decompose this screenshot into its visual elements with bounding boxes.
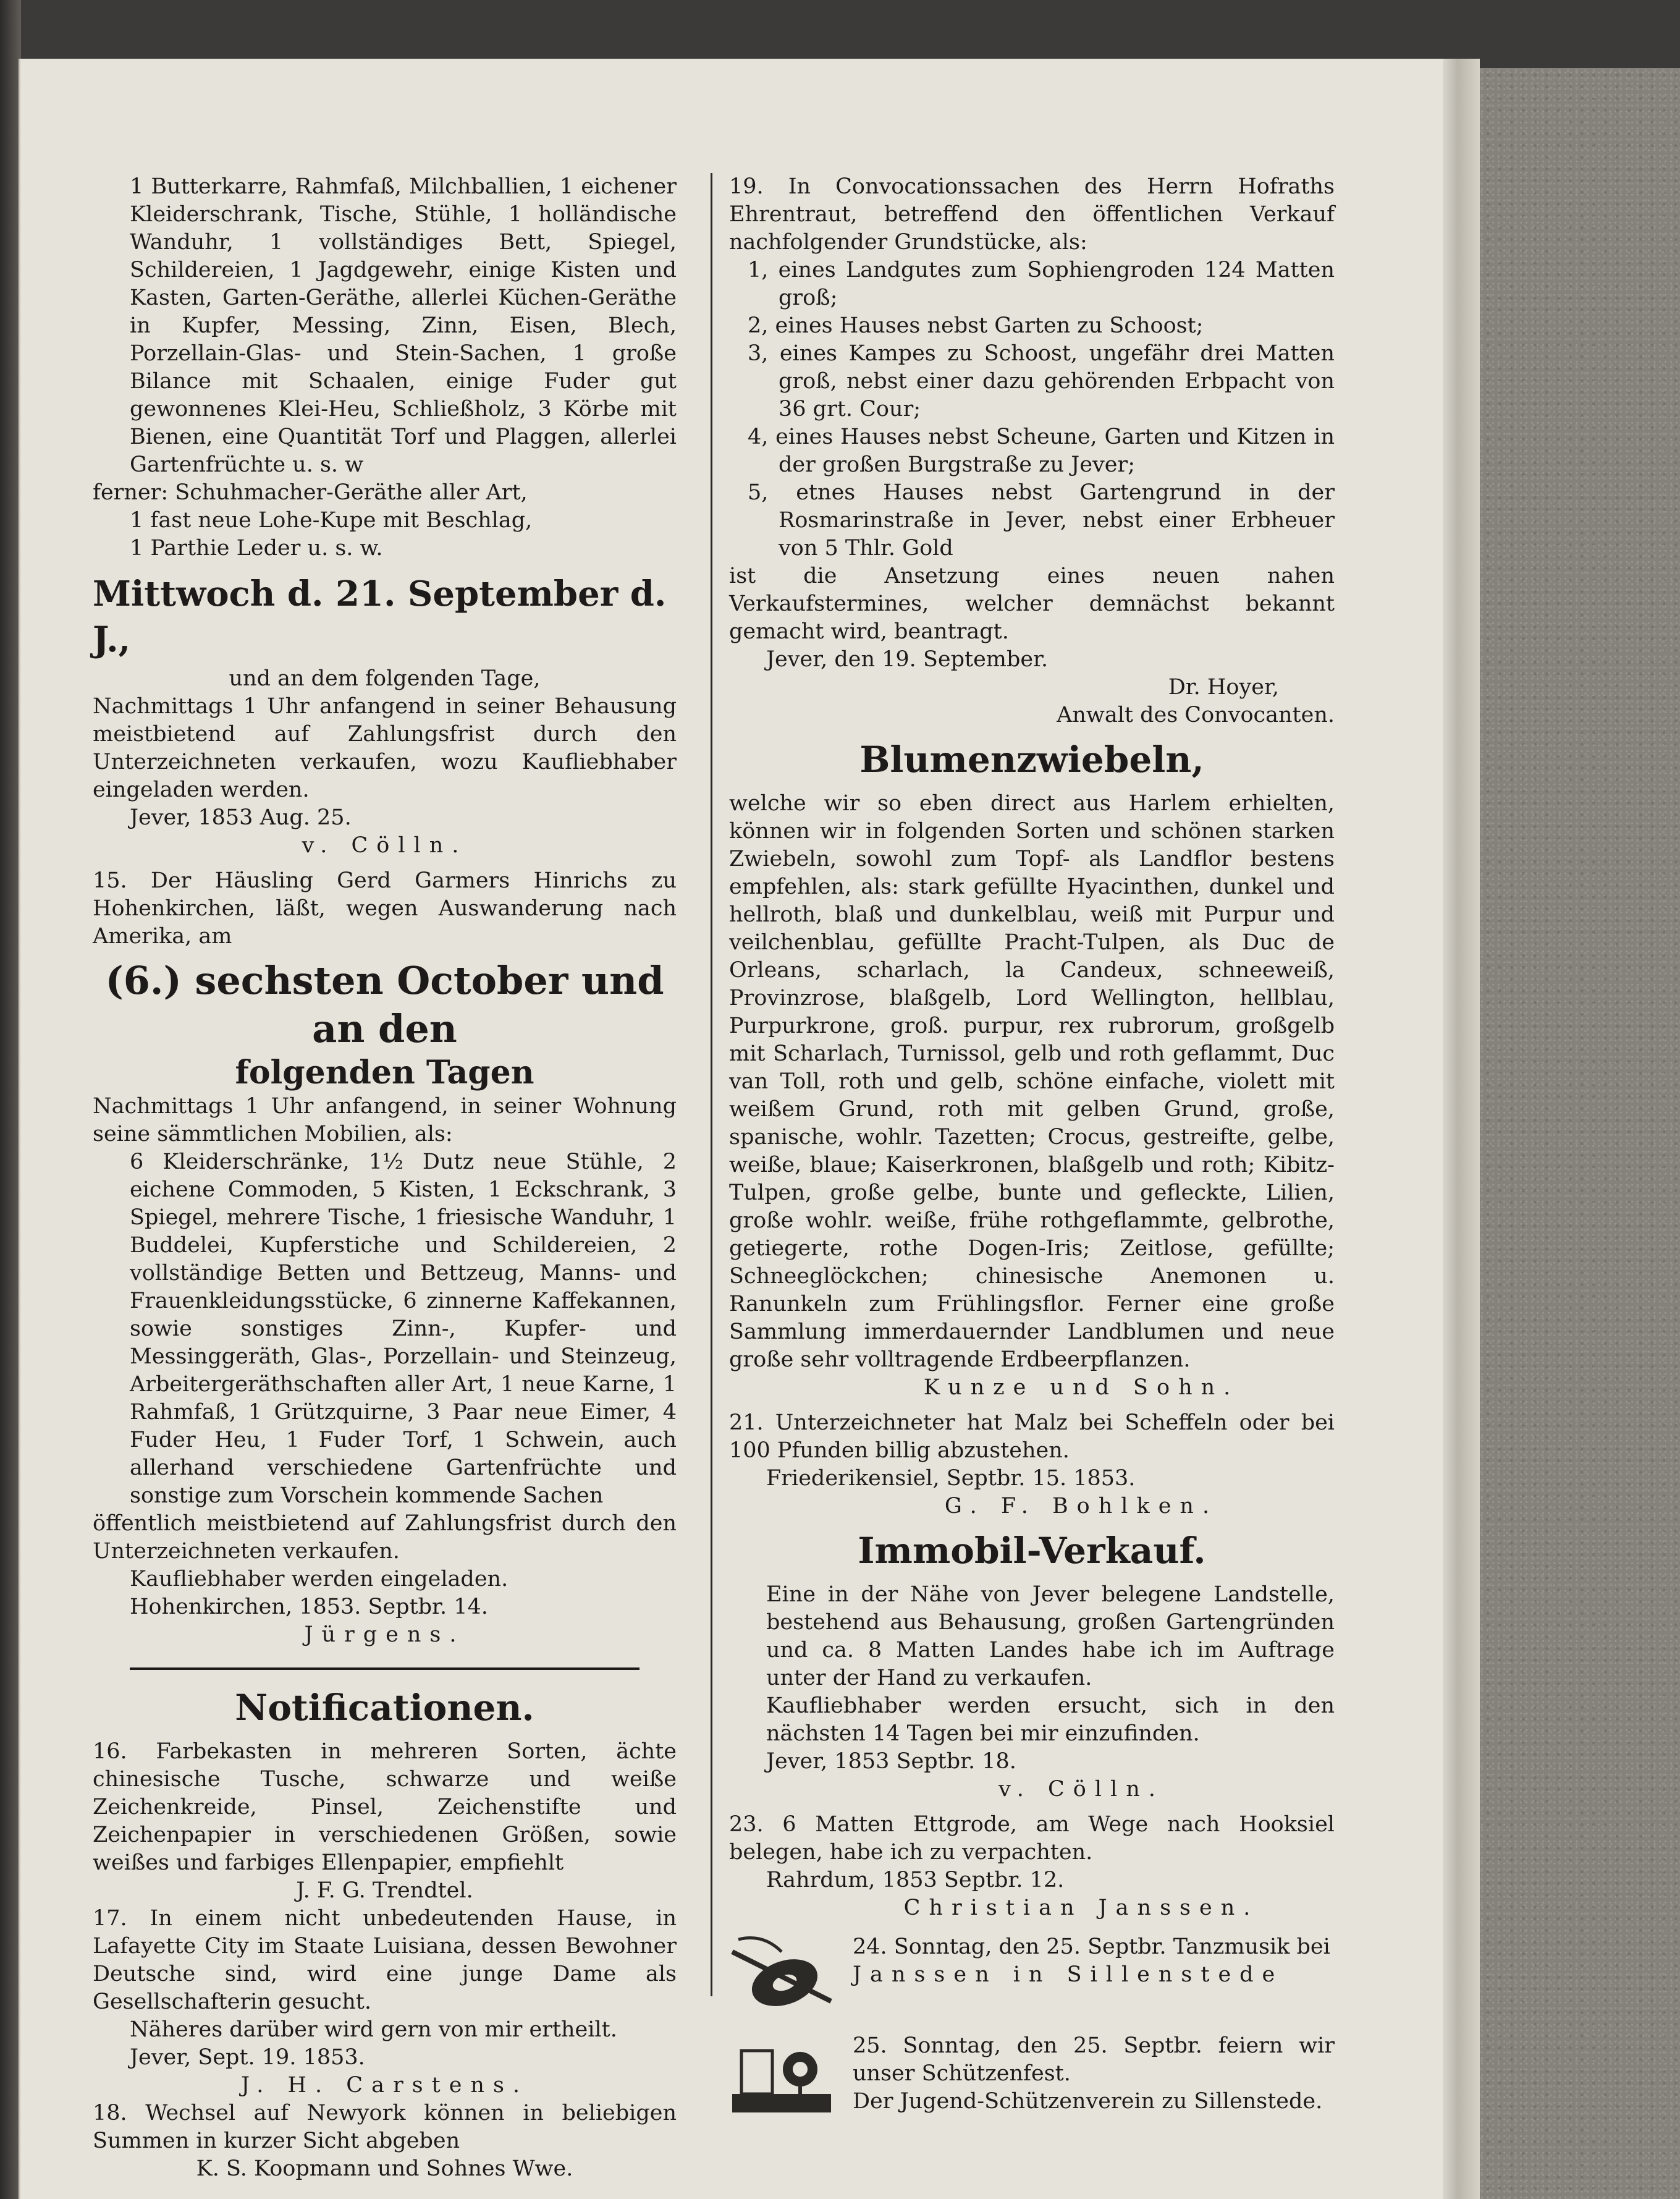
notice-19-list-item: 2, eines Hauses nebst Garten zu Schoost; bbox=[748, 313, 1204, 338]
signature-title: Anwalt des Convocanten. bbox=[1057, 703, 1335, 727]
notice-21-place: Friederikensiel, Septbr. 15. 1853. bbox=[766, 1466, 1136, 1491]
auction-date-heading: Mittwoch d. 21. September d. J., bbox=[93, 574, 667, 660]
left-column bbox=[93, 173, 677, 2183]
right-column bbox=[729, 173, 1335, 2125]
notice-19-place: Jever, den 19. September. bbox=[766, 647, 1049, 672]
notice-15-heading: (6.) sechsten October und an den bbox=[105, 958, 664, 1051]
ferner-line: ferner: Schuhmacher-Geräthe aller Art, bbox=[93, 480, 528, 505]
notice-17-more: Näheres darüber wird gern von mir ertheilt. bbox=[130, 2017, 617, 2042]
signature: Kunze und Sohn. bbox=[923, 1375, 1239, 1400]
place-date: Jever, 1853 Aug. 25. bbox=[130, 805, 352, 830]
notice-19-text: 19. In Convocationssachen des Herrn Hofraths Ehrentraut, betreffend den öffentlichen Verkauf nachfolgender Grundstücke, als: bbox=[729, 174, 1335, 255]
shooting-target-vignette-icon bbox=[726, 2032, 837, 2119]
notice-15-intro: Nachmittags 1 Uhr anfangend, in seiner Wohnung seine sämmtlichen Mobilien, als: bbox=[93, 1094, 677, 1146]
notice-23-place: Rahrdum, 1853 Septbr. 12. bbox=[766, 1868, 1065, 1892]
marbled-cover bbox=[1480, 68, 1680, 2199]
immobil-text: Eine in der Nähe von Jever belegene Landstelle, bestehend aus Behausung, großen Gartengründen und ca. 8 Matten Landes habe ich im Auftrage unter der Hand zu verkaufen. bbox=[766, 1582, 1335, 1690]
notice-19-list-item: 1, eines Landgutes zum Sophiengroden 124 Matten groß; bbox=[748, 258, 1335, 310]
notice-19-list-item: 4, eines Hauses nebst Scheune, Garten und Kitzen in der großen Burgstraße zu Jever; bbox=[748, 425, 1335, 477]
notice-19-close: ist die Ansetzung eines neuen nahen Verkaufstermines, welcher demnächst bekannt gemacht wird, beantragt. bbox=[729, 564, 1335, 644]
notice-19-list-item: 5, etnes Hauses nebst Gartengrund in der Rosmarinstraße in Jever, nebst einer Erbheuer von 5 Thlr. Gold bbox=[748, 480, 1335, 561]
signature: v. Cölln. bbox=[998, 1777, 1164, 1802]
notice-25-line: Der Jugend-Schützenverein zu Sillenstede. bbox=[853, 2089, 1323, 2114]
notice-15-text: 15. Der Häusling Gerd Garmers Hinrichs zu Hohenkirchen, läßt, wegen Auswanderung nach Amerika, am bbox=[93, 868, 677, 949]
book-binding bbox=[0, 0, 21, 2199]
notice-21-text: 21. Unterzeichneter hat Malz bei Scheffeln oder bei 100 Pfunden billig abzustehen. bbox=[729, 1410, 1335, 1463]
auction-item-list: 1 Butterkarre, Rahmfaß, Milchballien, 1 eichener Kleiderschrank, Tische, Stühle, 1 holländische Wanduhr, 1 vollständiges Bett, Spiegel, Schildereien, 1 Jagdgewehr, einige Kisten und Kasten, Garten-Geräthe, allerlei Küchen-Geräthe in Kupfer, Messing, Zinn, Eisen, Blech, Porzellain-Glas- und Stein-Sachen, 1 große Bilance mit Schaalen, einige Fuder gut gewonnenes Klei-Heu, Schließholz, 3 Körbe mit Bienen, eine Quantität Torf und Plaggen, allerlei Gartenfrüchte u. s. w bbox=[130, 174, 677, 477]
blumen-title: Blumenzwiebeln, bbox=[859, 739, 1204, 781]
section-divider bbox=[130, 1667, 639, 1670]
column-rule bbox=[711, 173, 712, 1996]
blumen-text: welche wir so eben direct aus Harlem erhielten, können wir in folgenden Sorten und schönen starken Zwiebeln, sowohl zum Topf- als Landflor bestens empfehlen, als: stark gefüllte Hyacinthen, dunkel und hellroth, blaß und dunkelblau, weiß mit Purpur und veilchenblau, gefüllte Pracht-Tulpen, als Duc de Orleans, scharlach, la Candeux, schneeweiß, Provinzrose, blaßgelb, Lord Wellington, hellblau, Purpurkrone, groß. purpur, rex rubrorum, großgelb mit Scharlach, Turnissol, gelb und roth geflammt, Duc van Toll, roth und gelb, schöne einfache, violett mit weißem Grund, roth mit gelben Grund, große, spanische, wohlr. Tazetten; Crocus, gestreifte, gelbe, weiße, blaue; Kaiserkronen, blaßgelb und roth; Kibitz-Tulpen, große gelbe, bunte und gefleckte, Lilien, große wohlr. weiße, frühe rothgeflammte, gelbrothe, getiegerte, rothe Dogen-Iris; Zeitlose, gefüllte; Schneeglöckchen; chinesische Anemonen u. Ranunkeln zum Frühlingsflor. Ferner eine große Sammlung immerdauernder Landblumen und neue große sehr volltragende Erdbeerpflanzen. bbox=[729, 791, 1335, 1372]
section-title: Notificationen. bbox=[235, 1687, 534, 1729]
immobil-invite: Kaufliebhaber werden ersucht, sich in den nächsten 14 Tagen bei mir einzufinden. bbox=[766, 1693, 1335, 1746]
violin-vignette-icon bbox=[726, 1933, 837, 2020]
signature: v. Cölln. bbox=[302, 833, 468, 858]
notice-24 bbox=[729, 1933, 1335, 2026]
page-stack-edge bbox=[1443, 59, 1480, 2199]
signature: J. H. Carstens. bbox=[240, 2073, 529, 2098]
notice-24-line: 24. Sonntag, den 25. Septbr. Tanzmusik bei bbox=[853, 1934, 1330, 1959]
notice-24-line: Janssen in Sillenstede bbox=[853, 1962, 1284, 1987]
auction-date-sub: und an dem folgenden Tage, bbox=[229, 666, 541, 691]
notice-15-list: 6 Kleiderschränke, 1½ Dutz neue Stühle, 2 eichene Commoden, 5 Kisten, 1 Eckschrank, 3 Spiegel, mehrere Tische, 1 friesische Wanduhr, 1 Buddelei, Kupferstiche und Schildereien, 2 vollständige Betten und Bettzeug, Manns- und Frauenkleidungsstücke, 6 zinnerne Kaffekannen, sowie sonstiges Zinn-, Kupfer- und Messinggeräth, Glas-, Porzellain- und Steinzeug, Arbeitergeräthschaften aller Art, 1 neue Karne, 1 Rahmfaß, 1 Grützquirne, 3 Paar neue Eimer, 4 Fuder Heu, 1 Fuder Torf, 1 Schwein, auch allerhand verschiedene Gartenfrüchte und sonstige zum Vorschein kommende Sachen bbox=[130, 1150, 677, 1508]
notice-17-place: Jever, Sept. 19. 1853. bbox=[130, 2045, 365, 2070]
notice-15-place: Hohenkirchen, 1853. Septbr. 14. bbox=[130, 1595, 488, 1619]
notice-18-text: 18. Wechsel auf Newyork können in beliebigen Summen in kurzer Sicht abgeben bbox=[93, 2101, 677, 2153]
immobil-title: Immobil-Verkauf. bbox=[858, 1530, 1206, 1572]
auction-text: Nachmittags 1 Uhr anfangend in seiner Behausung meistbietend auf Zahlungsfrist durch den Unterzeichneten verkaufen, wozu Kaufliebhaber eingeladen werden. bbox=[93, 694, 677, 802]
notice-16-text: 16. Farbekasten in mehreren Sorten, ächte chinesische Tusche, schwarze und weiße Zeichenkreide, Pinsel, Zeichenstifte und Zeichenpapier in verschiedenen Größen, sowie weißes und farbiges Ellenpapier, empfiehlt bbox=[93, 1739, 677, 1875]
signature: G. F. Bohlken. bbox=[944, 1494, 1218, 1519]
notice-15-close: öffentlich meistbietend auf Zahlungsfrist durch den Unterzeichneten verkaufen. bbox=[93, 1511, 677, 1564]
notice-15-subheading: folgenden Tagen bbox=[235, 1054, 534, 1091]
notice-15-invite: Kaufliebhaber werden eingeladen. bbox=[130, 1567, 509, 1591]
signature: Christian Janssen. bbox=[903, 1896, 1259, 1920]
signature: J. F. G. Trendtel. bbox=[296, 1878, 473, 1903]
notice-23-text: 23. 6 Matten Ettgrode, am Wege nach Hooksiel belegen, habe ich zu verpachten. bbox=[729, 1812, 1335, 1865]
ferner-line: 1 fast neue Lohe-Kupe mit Beschlag, bbox=[130, 508, 533, 533]
signature: Dr. Hoyer, bbox=[1168, 675, 1279, 700]
immobil-place: Jever, 1853 Septbr. 18. bbox=[766, 1749, 1016, 1774]
signature: Jürgens. bbox=[304, 1622, 465, 1647]
notice-17-text: 17. In einem nicht unbedeutenden Hause, in Lafayette City im Staate Luisiana, dessen Bewohner Deutsche sind, wird eine junge Dame als Gesellschafterin gesucht. bbox=[93, 1906, 677, 2014]
notice-25 bbox=[729, 2032, 1335, 2125]
ferner-line: 1 Parthie Leder u. s. w. bbox=[130, 536, 383, 561]
signature: K. S. Koopmann und Sohnes Wwe. bbox=[196, 2156, 573, 2181]
notice-19-list-item: 3, eines Kampes zu Schoost, ungefähr drei Matten groß, nebst einer dazu gehörenden Erbpacht von 36 grt. Cour; bbox=[748, 341, 1335, 422]
notice-25-line: 25. Sonntag, den 25. Septbr. feiern wir unser Schützenfest. bbox=[853, 2033, 1335, 2086]
